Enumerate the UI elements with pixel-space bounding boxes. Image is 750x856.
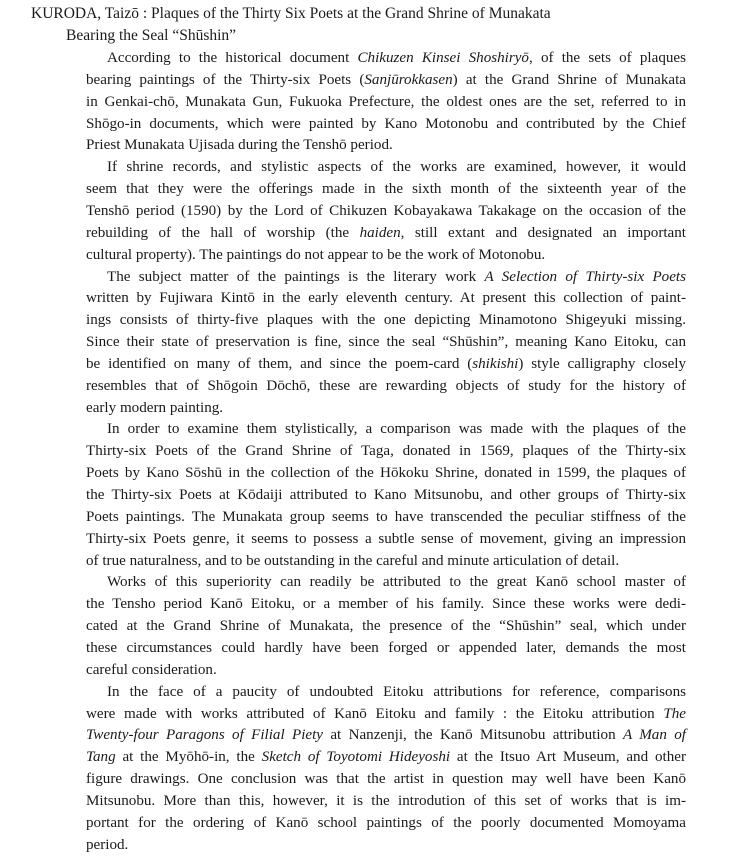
text-run: the Tensho period Kanō Eitoku, or a member of his family. Since these works were dedi-: [86, 596, 686, 613]
text-run: seem that they were the offerings made in the sixth month of the sixteenth year of the: [86, 181, 686, 198]
italic-title-text: A Selection of Thirty-six Poets: [484, 268, 686, 285]
text-run: figure drawings. One conclusion was that the artist in question may well have been Kanō: [86, 771, 686, 788]
paragraph-3-line-3: [86, 309, 686, 331]
paragraph-1-line-4: [86, 113, 686, 135]
text-run: Works of this superiority can readily be attributed to the great Kanō school master of: [107, 574, 686, 591]
text-run: If shrine records, and stylistic aspects of the works are examined, however, it would: [107, 159, 686, 176]
text-run: Tenshō period (1590) by the Lord of Chikuzen Kobayakawa Takakage on the occasion of the: [86, 202, 686, 219]
text-run: in Genkai-chō, Munakata Gun, Fukuoka Prefecture, the oldest ones are the set, referred to in: [86, 93, 686, 110]
text-run: ) at the Grand Shrine of Munakata: [452, 71, 686, 88]
text-run: , of the sets of plaques: [528, 50, 686, 66]
text-run: Mitsunobu. More than this, however, it is the introdution of this set of works that is im-: [86, 792, 686, 809]
text-run: be identified on many of them, and since the poem-card (: [86, 355, 473, 372]
article-title: KURODA, Taizō : Plaques of the Thirty Six Poets at the Grand Shrine of Munakata: [31, 5, 551, 22]
text-run: ings consists of thirty-five plaques with the one depicting Minamotono Shigeyuki missing.: [86, 312, 686, 329]
text-run: ) style calligraphy closely: [518, 355, 687, 372]
text-run: cultural property). The paintings do not appear to be the work of Motonobu.: [86, 246, 546, 263]
paragraph-6-line-5: [86, 768, 686, 790]
paragraph-6-line-6: [86, 790, 686, 812]
text-run: , still extant and designated an important: [400, 224, 686, 241]
paragraph-4-line-6: [86, 528, 686, 550]
paragraph-5-line-2: [86, 593, 686, 615]
paragraph-6-line-4: [86, 746, 686, 768]
italic-title-text: Chikuzen Kinsei Shoshiryō: [357, 50, 529, 66]
text-run: The subject matter of the paintings is the literary work: [107, 268, 485, 285]
text-run: the Thirty-six Poets at Kōdaiji attributed to Kano Mitsunobu, and other groups of Thirty-six: [86, 487, 686, 503]
paragraph-4-line-5: [86, 506, 686, 528]
italic-title-text: Tang: [86, 749, 116, 766]
italic-title-text: haiden: [359, 224, 401, 241]
paragraph-6-line-1: [107, 681, 686, 703]
paragraph-3-line-4: [86, 331, 686, 353]
italic-title-text: The: [663, 705, 686, 722]
paragraph-3-line-6: [86, 375, 686, 397]
paragraph-4-line-1: [107, 418, 686, 440]
text-run: portant for the ordering of Kanō school paintings of the poorly documented Momoyama: [86, 814, 686, 831]
paragraph-5-line-4: [86, 637, 686, 659]
text-run: of true naturalness, and to be outstanding in the careful and minute articulation of detail.: [86, 552, 620, 569]
text-run: Poets paintings. The Munakata group seems to have transcended the peculiar stiffness of the: [86, 508, 686, 525]
paragraph-2-line-4: [86, 222, 686, 244]
paragraph-1-line-2: [86, 69, 686, 91]
paragraph-5-line-1: [107, 571, 686, 593]
text-run: Thirty-six Poets genre, it seems to possess a subtle sense of movement, giving an impression: [86, 530, 686, 547]
paragraph-5-line-3: [86, 615, 686, 637]
text-run: early modern painting.: [86, 399, 224, 416]
paragraph-6-line-2: [86, 703, 686, 725]
paragraph-4-line-2: [86, 440, 686, 462]
article-subtitle: Bearing the Seal “Shūshin”: [66, 27, 237, 44]
paragraph-3-line-5: [86, 353, 686, 375]
paragraph-6-line-8: [86, 834, 686, 856]
text-run: Since their state of preservation is fine, since the seal “Shūshin”, meaning Kano Eitoku, can: [86, 334, 686, 351]
text-run: According to the historical document: [107, 50, 358, 66]
paragraph-5-line-5: [86, 659, 686, 681]
text-run: at the Itsuo Art Museum, and other: [450, 749, 686, 766]
paragraph-4-line-3: [86, 462, 686, 484]
text-run: cated at the Grand Shrine of Munakata, the presence of the “Shūshin” seal, which under: [86, 618, 686, 635]
italic-title-text: shikishi: [472, 355, 519, 372]
text-run: were made with works attributed of Kanō Eitoku and family : the Eitoku attribution: [86, 705, 664, 722]
text-run: written by Fujiwara Kintō in the early eleventh century. At present this collection of paint-: [86, 290, 686, 307]
paragraph-2-line-3: [86, 200, 686, 222]
paragraph-6-line-7: [86, 812, 686, 834]
text-run: bearing paintings of the Thirty-six Poets (: [86, 71, 365, 88]
text-run: Poets by Kano Sōshū in the collection of the Hōkoku Shrine, donated in 1599, the plaques of: [86, 465, 686, 482]
italic-title-text: Sketch of Toyotomi Hideyoshi: [261, 749, 451, 766]
text-run: these circumstances could hardly have been forged or appended later, demands the most: [86, 639, 686, 656]
text-run: resembles that of Shōgoin Dōchō, these are rewarding objects of study for the history of: [86, 377, 686, 394]
italic-title-text: Sanjūrokkasen: [364, 71, 453, 88]
text-run: In order to examine them stylistically, a comparison was made with the plaques of the: [107, 421, 686, 438]
paragraph-3-line-2: [86, 287, 686, 309]
text-run: period.: [86, 836, 129, 853]
text-run: Shōgo-in documents, which were painted by Kano Motonobu and contributed by the Chief: [86, 115, 686, 132]
paragraph-2-line-5: [86, 244, 686, 266]
paragraph-1-line-5: [86, 134, 686, 156]
paragraph-4-line-4: [86, 484, 686, 506]
paragraph-1-line-3: [86, 91, 686, 113]
italic-title-text: A Man of: [622, 727, 686, 744]
text-run: rebuilding of the hall of worship (the: [86, 224, 360, 241]
paragraph-3-line-1: [107, 266, 686, 288]
paragraph-4-line-7: [86, 550, 686, 572]
paragraph-2-line-2: [86, 178, 686, 200]
italic-title-text: Twenty-four Paragons of Filial Piety: [86, 727, 324, 744]
text-run: Thirty-six Poets of the Grand Shrine of Taga, donated in 1569, plaques of the Thirty-six: [86, 443, 686, 460]
text-run: at the Myōhō-in, the: [115, 749, 262, 766]
paragraph-3-line-7: [86, 397, 686, 419]
paragraph-1-line-1: [107, 47, 686, 69]
text-run: Priest Munakata Ujisada during the Tenshō period.: [86, 137, 393, 154]
paragraph-6-line-3: [86, 724, 686, 746]
text-run: at Nanzenji, the Kanō Mitsunobu attribution: [323, 727, 623, 744]
text-run: In the face of a paucity of undoubted Eitoku attributions for reference, comparisons: [107, 683, 686, 700]
paragraph-2-line-1: [107, 156, 686, 178]
text-run: careful consideration.: [86, 661, 217, 678]
